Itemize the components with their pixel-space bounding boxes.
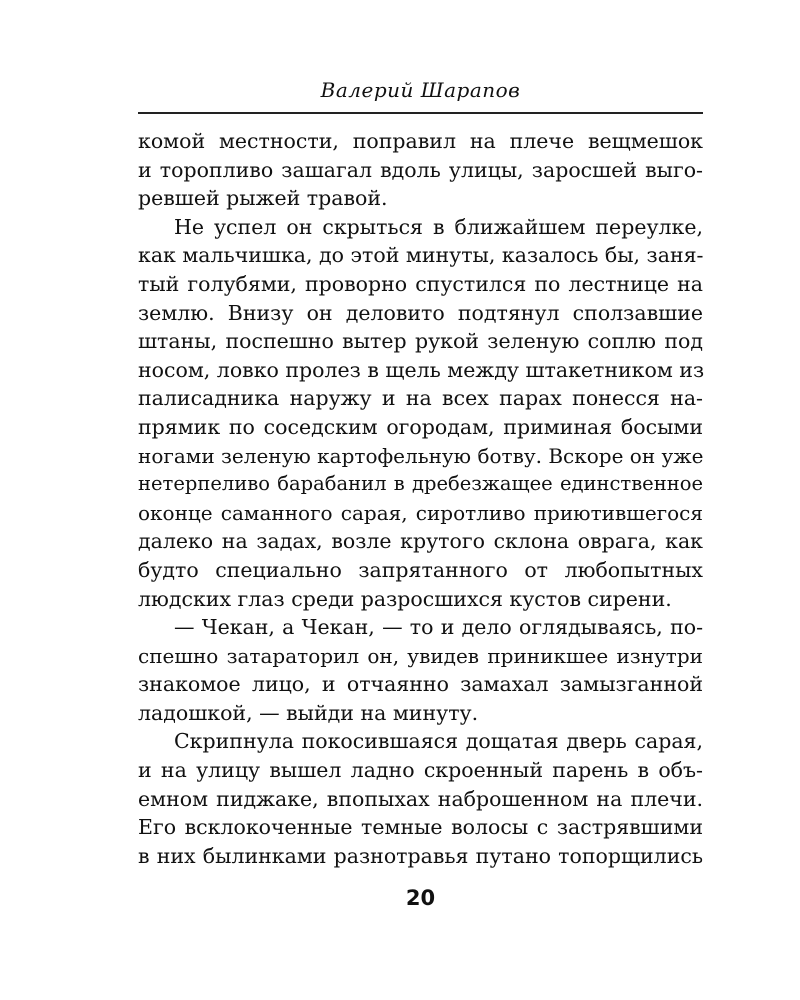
text-line: и на улицу вышел ладно скроенный парень в объ- (138, 758, 703, 783)
page-number: 20 (405, 886, 436, 910)
text-line: Скрипнула покосившаяся дощатая дверь сарая, (174, 729, 703, 754)
running-head-author: Валерий Шарапов (320, 78, 521, 102)
text-line: землю. Внизу он деловито подтянул сползавшие (138, 300, 703, 325)
text-line: емном пиджаке, впопыхах наброшенном на плечи. (138, 786, 703, 811)
text-line: комой местности, поправил на плече вещмешок (138, 129, 703, 153)
text-line: в них былинками разнотравья путано топорщились (138, 843, 703, 868)
text-line: Не успел он скрыться в ближайшем переулке, (174, 214, 703, 239)
text-line: как мальчишка, до этой минуты, казалось бы, заня- (138, 243, 704, 268)
header-rule (138, 112, 703, 114)
text-line: спешно затараторил он, увидев приникшее изнутри (138, 643, 703, 668)
text-line: оконце саманного сарая, сиротливо приютившегося (138, 500, 703, 525)
text-line: знакомое лицо, и отчаянно замахал замызганной (138, 672, 703, 697)
text-line: ладошкой, — выйди на минуту. (138, 700, 479, 725)
text-line: Его всклокоченные темные волосы с застрявшими (138, 815, 703, 840)
text-line: ногами зеленую картофельную ботву. Вскоре он уже (138, 443, 704, 468)
text-line: ревшей рыжей травой. (138, 186, 388, 211)
text-line: носом, ловко пролез в щель между штакетником из (138, 357, 705, 382)
text-line: будто специально запрятанного от любопытных (138, 557, 703, 582)
text-line: прямик по соседским огородам, приминая босыми (138, 414, 703, 439)
body-text (138, 127, 703, 870)
text-line: людских глаз среди разросшихся кустов сирени. (138, 586, 672, 611)
text-line: нетерпеливо барабанил в дребезжащее единственное (138, 472, 703, 496)
text-line: тый голубями, проворно спустился по лестнице на (138, 271, 703, 296)
text-line: — Чекан, а Чекан, — то и дело оглядываясь, по- (174, 615, 703, 640)
text-line: палисадника наружу и на всех парах понесся на- (138, 386, 703, 411)
text-line: штаны, поспешно вытер рукой зеленую соплю под (138, 329, 703, 354)
text-line: далеко на задах, возле крутого склона оврага, как (138, 529, 703, 554)
text-line: и торопливо зашагал вдоль улицы, заросшей выго- (138, 157, 703, 182)
